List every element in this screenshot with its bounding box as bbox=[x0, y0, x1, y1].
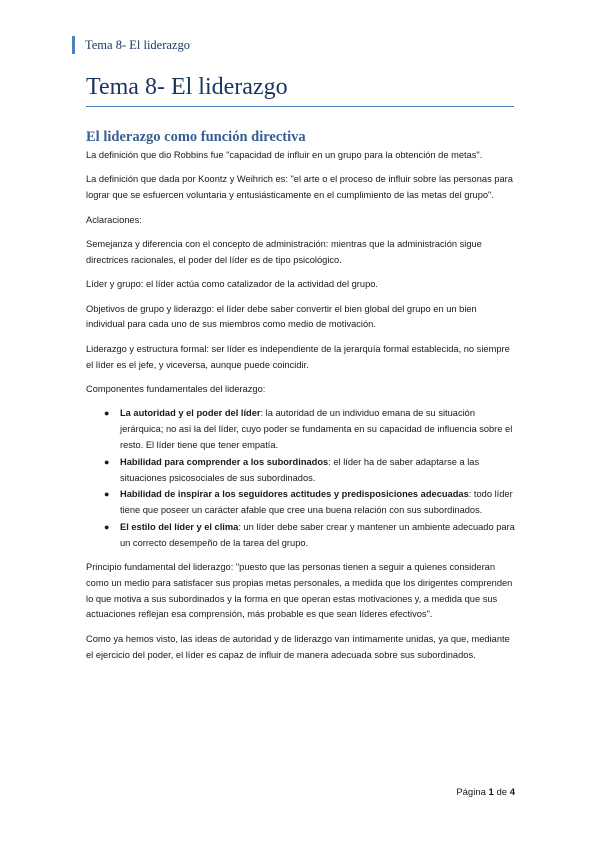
list-item-term: Habilidad de inspirar a los seguidores actitudes y predisposiciones adecuadas bbox=[120, 489, 469, 500]
paragraph-koontz-definition: La definición que dada por Koontz y Weihrich es: "el arte o el proceso de influir sobre las personas para lograr que se esfuercen voluntaria y entusiásticamente en el cumplimiento de las metas del grupo". bbox=[86, 174, 513, 201]
total-pages: 4 bbox=[509, 787, 515, 798]
page-number: 1 bbox=[488, 787, 494, 798]
running-header: Tema 8- El liderazgo bbox=[72, 36, 190, 54]
list-item-text: : un líder debe saber crear y mantener un ambiente adecuado para un correcto desempeño de la tarea del grupo. bbox=[120, 521, 515, 548]
page-label: Página bbox=[456, 787, 486, 798]
list-item bbox=[104, 520, 518, 552]
page-footer bbox=[456, 787, 515, 798]
list-item bbox=[104, 455, 518, 487]
section-heading: El liderazgo como función directiva bbox=[86, 129, 306, 145]
document-body bbox=[86, 128, 518, 672]
components-list bbox=[86, 406, 518, 551]
paragraph-clarifications-label: Aclaraciones: bbox=[86, 214, 142, 225]
paragraph-conclusion: Como ya hemos visto, las ideas de autoridad y de liderazgo van íntimamente unidas, ya que, mediante el ejercicio del poder, el líder es capaz de influir de manera adecuada sobre sus subordinados. bbox=[86, 633, 510, 660]
document-title: Tema 8- El liderazgo bbox=[86, 72, 514, 107]
paragraph-formal-structure: Liderazgo y estructura formal: ser líder es independiente de la jerarquía formal establecida, no siempre el líder es el jefe, y viceversa, aunque puede coincidir. bbox=[86, 343, 510, 370]
bullet-icon: ● bbox=[104, 456, 110, 467]
paragraph-components-intro: Componentes fundamentales del liderazgo: bbox=[86, 383, 266, 394]
paragraph-group-objectives: Objetivos de grupo y liderazgo: el líder debe saber convertir el bien global del grupo en un bien individual para cada uno de sus miembros como medio de motivación. bbox=[86, 303, 477, 330]
bullet-icon: ● bbox=[104, 408, 110, 419]
paragraph-leader-and-group: Líder y grupo: el líder actúa como catalizador de la actividad del grupo. bbox=[86, 279, 378, 290]
list-item-term: La autoridad y el poder del líder bbox=[120, 408, 261, 419]
paragraph-fundamental-principle: Principio fundamental del liderazgo: "puesto que las personas tienen a seguir a quienes consideran como un medio para satisfacer sus propias metas personales, a medida que los dirigentes comprenden lo que motiva a sus subordinados y la forma en que operan estas motivaciones y, a medida que sus actuaciones reflejan esa comprensión, más probable es que sean líderes efectivos". bbox=[86, 562, 513, 620]
list-item-term: Habilidad para comprender a los subordinados bbox=[120, 456, 329, 467]
paragraph-administration-comparison: Semejanza y diferencia con el concepto de administración: mientras que la administración sigue directrices racionales, el poder del líder es de tipo psicológico. bbox=[86, 238, 482, 265]
bullet-icon: ● bbox=[104, 489, 110, 500]
list-item bbox=[104, 487, 518, 519]
list-item bbox=[104, 406, 518, 453]
list-item-text: : el líder ha de saber adaptarse a las situaciones psicosociales de sus subordinados. bbox=[120, 456, 480, 483]
paragraph-robbins-definition: La definición que dio Robbins fue "capacidad de influir en un grupo para la obtención de metas". bbox=[86, 150, 483, 160]
list-item-term: El estilo del líder y el clima bbox=[120, 521, 239, 532]
list-item-text: : la autoridad de un individuo emana de su situación jerárquica; no así la del líder, cuyo poder se fundamenta en su capacidad de influencia sobre el resto. El líder tiene que tener empatía. bbox=[120, 408, 513, 450]
of-label: de bbox=[496, 787, 508, 798]
list-item-text: : todo líder tiene que poseer un carácter afable que cree una buena relación con sus subordinados. bbox=[120, 489, 513, 516]
bullet-icon: ● bbox=[104, 521, 110, 532]
